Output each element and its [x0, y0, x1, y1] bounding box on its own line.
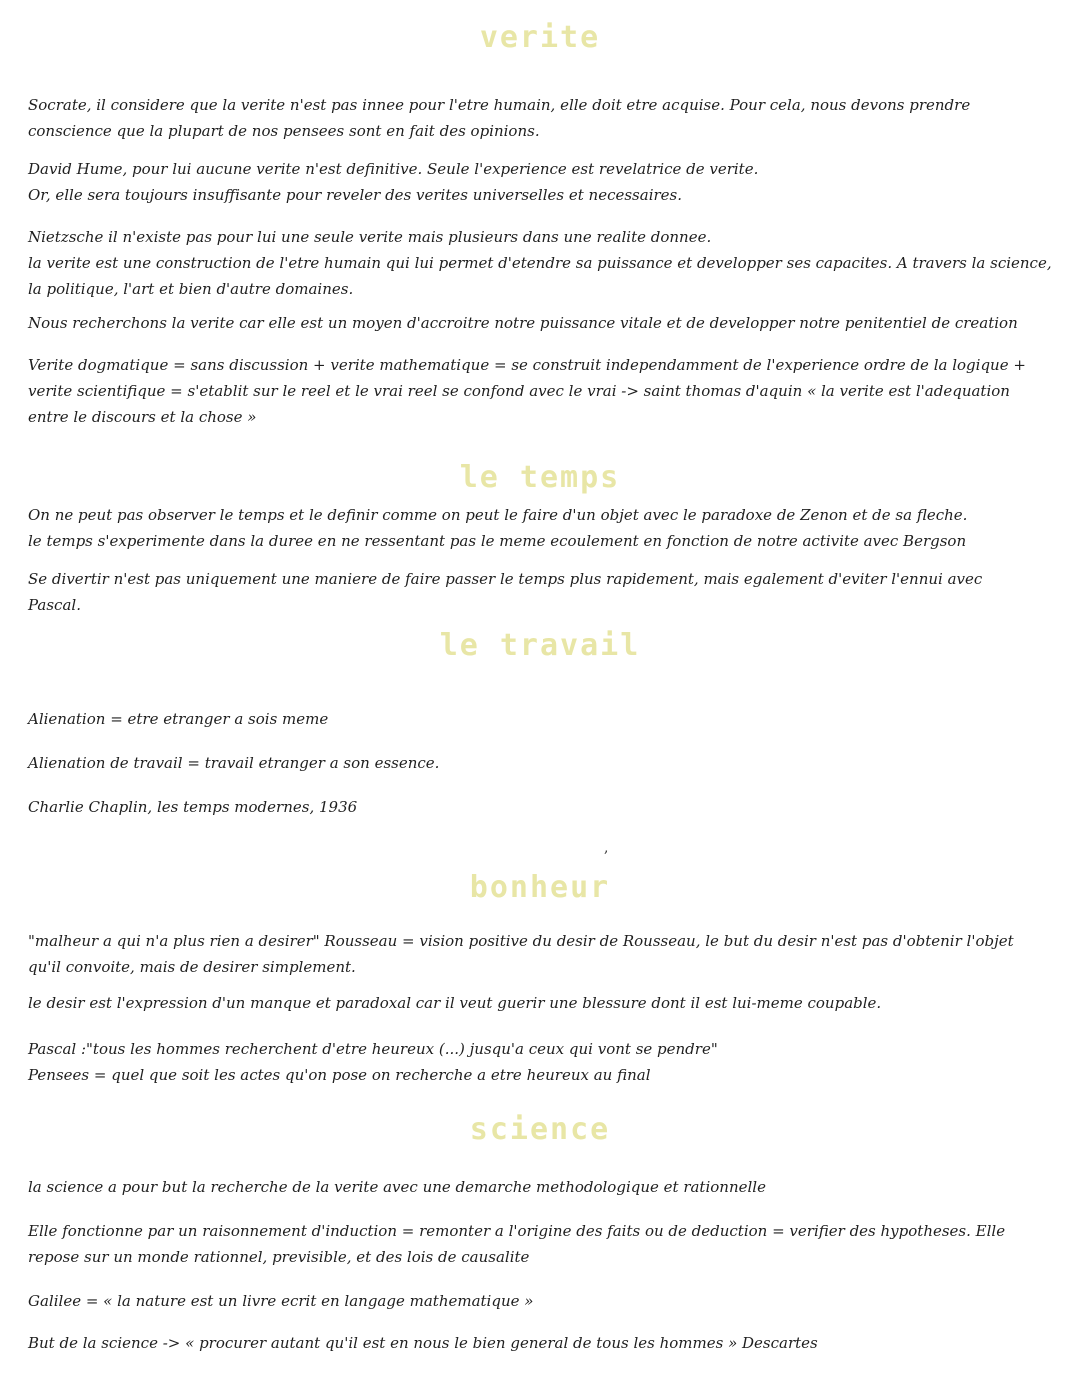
paragraph: la science a pour but la recherche de la verite avec une demarche methodologique et rationnelle	[28, 1178, 766, 1196]
paragraph: Pascal :"tous les hommes recherchent d'etre heureux (...) jusqu'a ceux qui vont se pendre" Pensees = quel que soit les actes qu'on pose on recherche a etre heureux au final	[28, 1040, 718, 1084]
paragraph: David Hume, pour lui aucune verite n'est definitive. Seule l'experience est revelatrice de verite. Or, elle sera toujours insuffisante pour reveler des verites universelles et necessaires.	[28, 160, 759, 204]
paragraph: On ne peut pas observer le temps et le definir comme on peut le faire d'un objet avec le paradoxe de Zenon et de sa fleche. le temps s'experimente dans la duree en ne ressentant pas le meme ecoulement en fonction de notre activite avec Bergson	[28, 506, 968, 550]
paragraph: Elle fonctionne par un raisonnement d'induction = remonter a l'origine des faits ou de deduction = verifier des hypotheses. Elle repose sur un monde rationnel, previsible, et des lois de causalite	[28, 1222, 1006, 1266]
paragraph: Se divertir n'est pas uniquement une maniere de faire passer le temps plus rapidement, mais egalement d'eviter l'ennui avec Pascal.	[28, 570, 983, 614]
paragraph: Nous recherchons la verite car elle est un moyen d'accroitre notre puissance vitale et de developper notre penitentiel de creation	[28, 314, 1018, 332]
section-title-temps: le temps	[459, 460, 621, 495]
paragraph: Galilee = « la nature est un livre ecrit en langage mathematique »	[28, 1292, 534, 1310]
paragraph: Socrate, il considere que la verite n'est pas innee pour l'etre humain, elle doit etre acquise. Pour cela, nous devons prendre conscience que la plupart de nos pensees sont en fait des opinions.	[28, 96, 971, 140]
section-title-verite: verite	[479, 20, 601, 55]
section-title-bonheur: bonheur	[469, 870, 611, 905]
paragraph: "malheur a qui n'a plus rien a desirer" Rousseau = vision positive du desir de Rousseau, le but du desir n'est pas d'obtenir l'objet qu'il convoite, mais de desirer simplement.	[28, 932, 1014, 976]
paragraph: Alienation de travail = travail etranger a son essence.	[28, 754, 440, 772]
section-title-travail: le travail	[439, 628, 641, 663]
paragraph: Charlie Chaplin, les temps modernes, 1936	[28, 798, 358, 816]
paragraph: Alienation = etre etranger a sois meme	[28, 710, 329, 728]
section-title-science: science	[469, 1112, 611, 1147]
paragraph: le desir est l'expression d'un manque et paradoxal car il veut guerir une blessure dont il est lui-meme coupable.	[28, 994, 882, 1012]
paragraph: But de la science -> « procurer autant qu'il est en nous le bien general de tous les hommes » Descartes	[28, 1334, 818, 1352]
stray-pen-mark: ,	[604, 840, 609, 856]
paragraph: Nietzsche il n'existe pas pour lui une seule verite mais plusieurs dans une realite donnee. la verite est une construction de l'etre humain qui lui permet d'etendre sa puissance et developper ses capacites. A travers la science, la politique, l'art et bien d'autre domaines.	[28, 228, 1052, 298]
paragraph: Verite dogmatique = sans discussion + verite mathematique = se construit independamment de l'experience ordre de la logique + verite scientifique = s'etablit sur le reel et le vrai reel se confond avec le vrai -> saint thomas d'aquin « la verite est l'adequation entre le discours et la chose »	[28, 356, 1026, 426]
